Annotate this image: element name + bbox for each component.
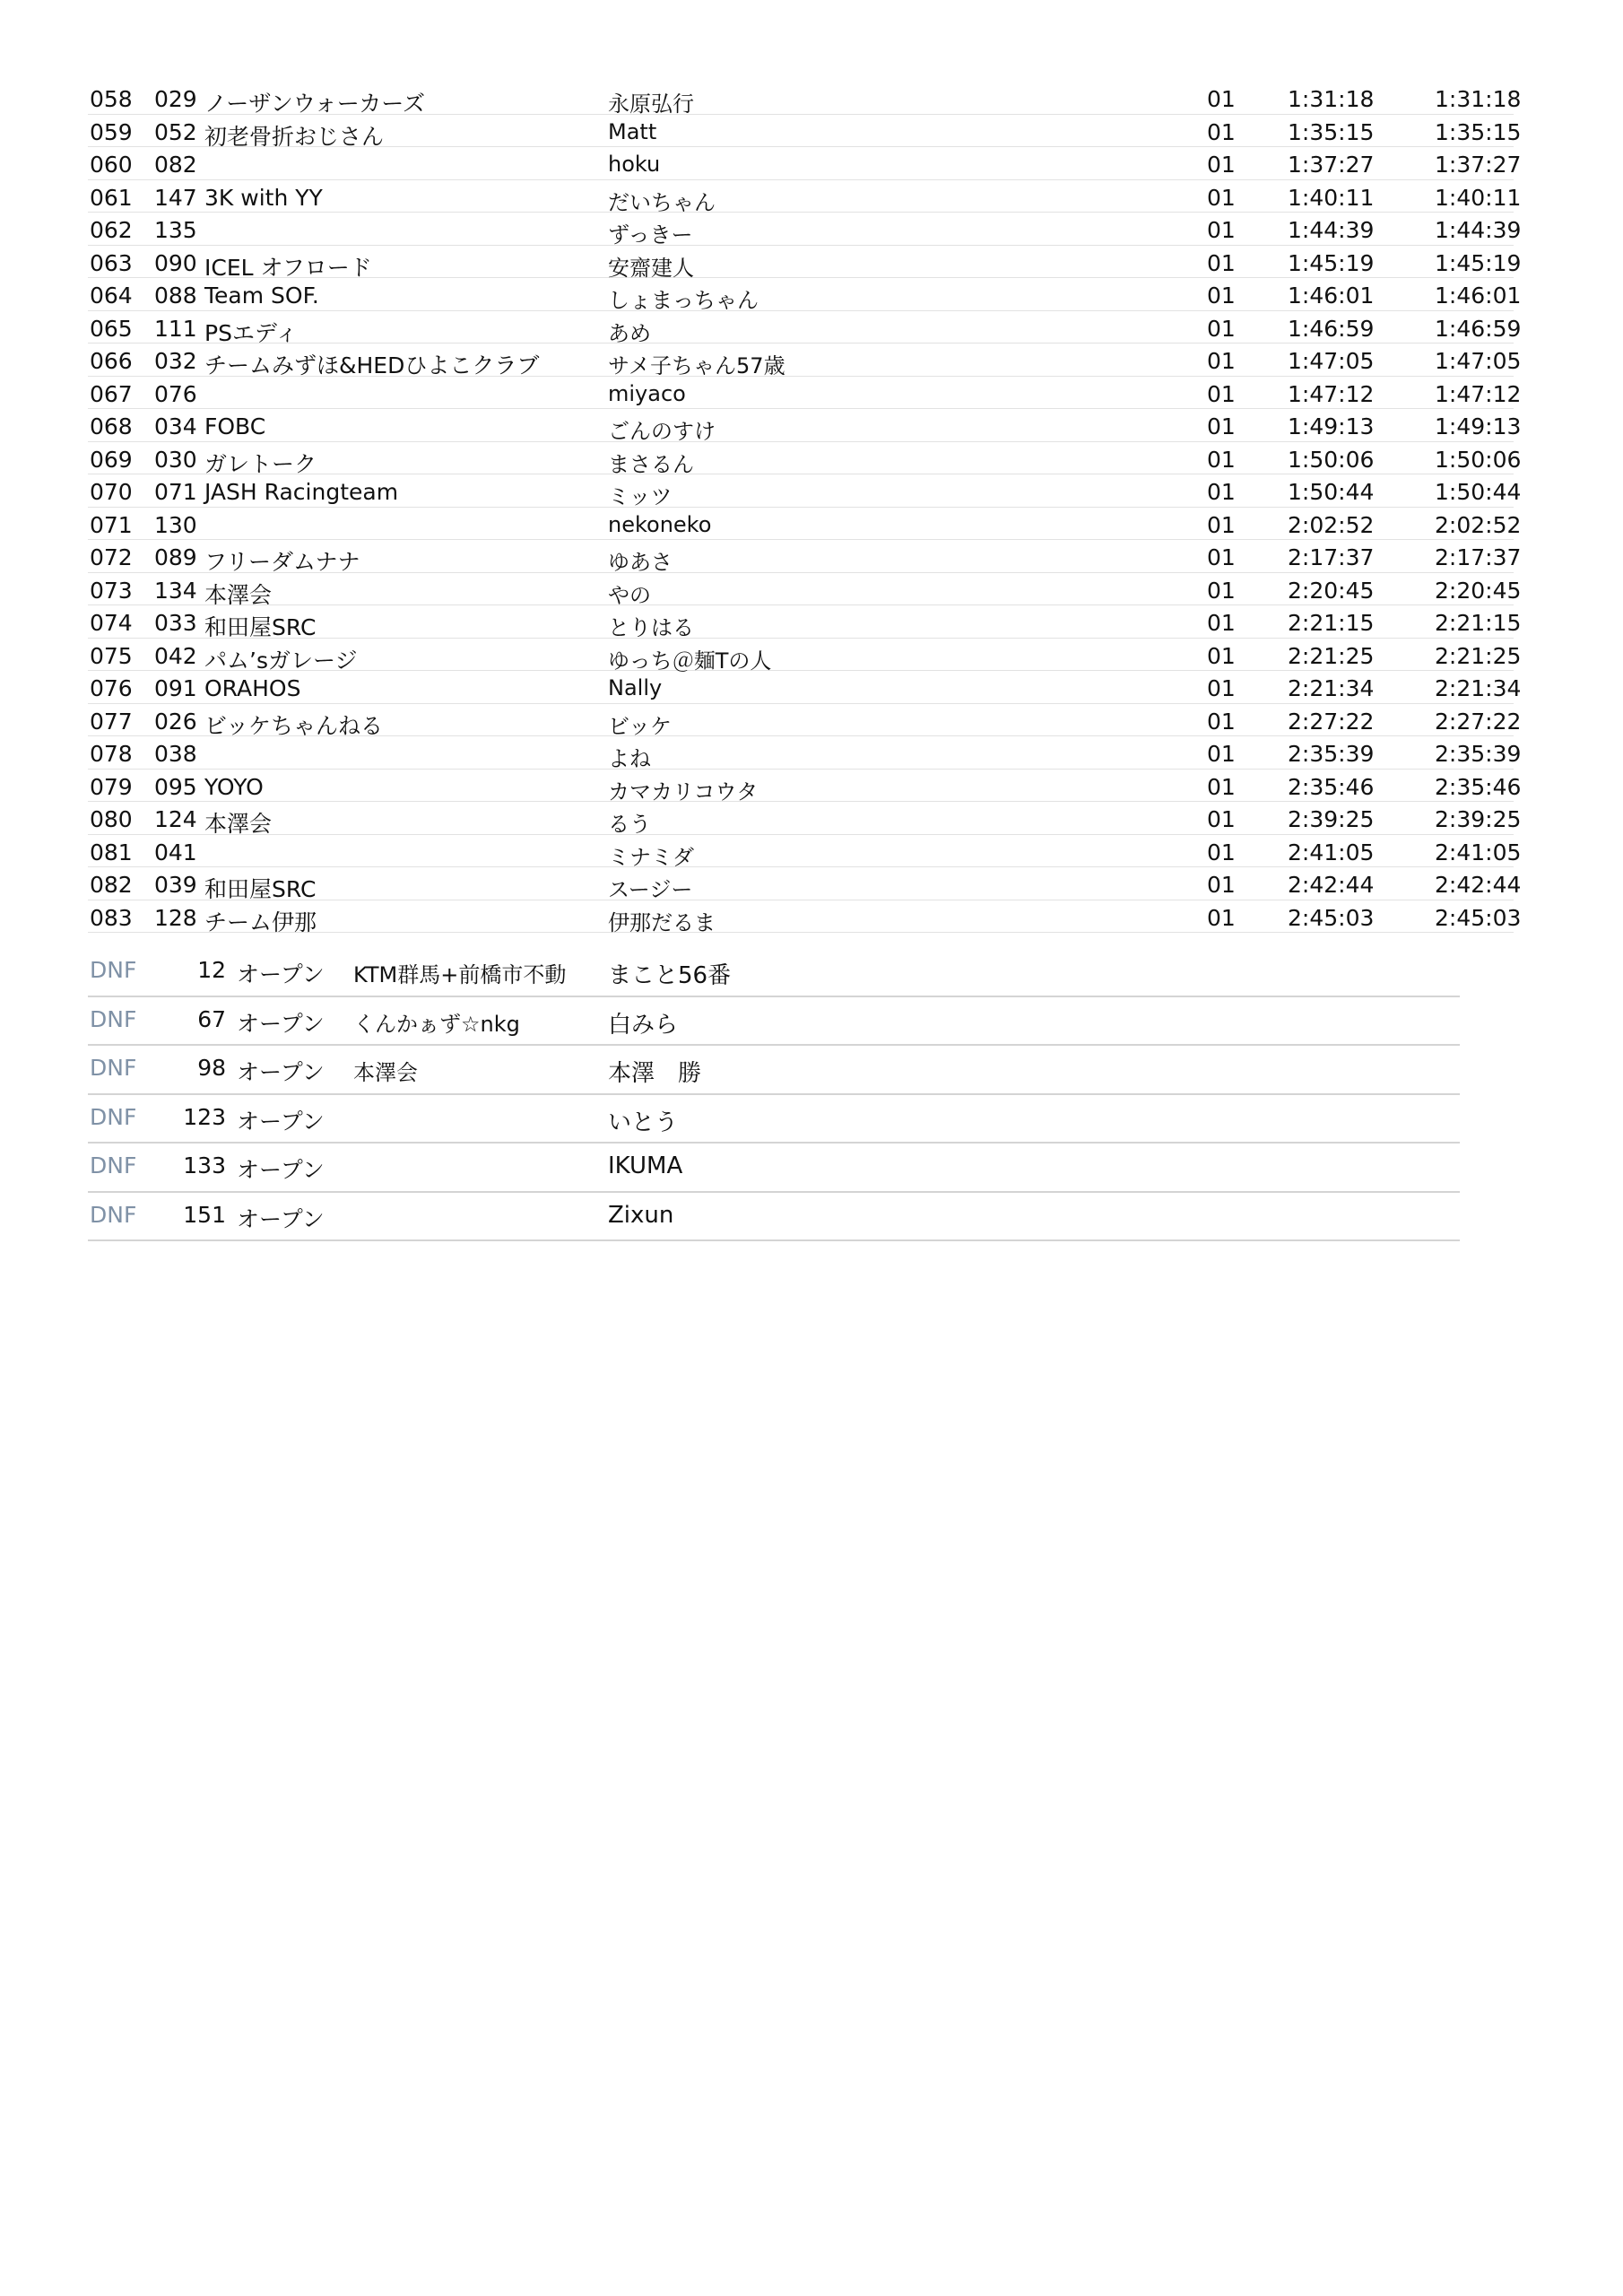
bib-number-cell: 030 — [154, 446, 197, 473]
laps-cell: 01 — [1207, 642, 1236, 669]
team-cell: KTM群馬+前橋市不動 — [353, 962, 567, 987]
team-cell: 本澤会 — [353, 1060, 418, 1085]
time-cell: 2:21:25 — [1288, 642, 1375, 669]
team-cell: チーム伊那 — [204, 909, 317, 935]
laps-cell: 01 — [1207, 217, 1236, 243]
dnf-table — [88, 948, 1460, 1241]
bib-number-cell: 135 — [154, 217, 197, 243]
total-time-cell: 1:47:12 — [1435, 380, 1522, 407]
bib-number-cell: 090 — [154, 249, 197, 276]
total-time-cell: 2:45:03 — [1435, 904, 1522, 931]
total-time-cell: 2:21:15 — [1435, 610, 1522, 636]
bib-number-cell: 034 — [154, 413, 197, 439]
laps-cell: 01 — [1207, 479, 1236, 505]
time-cell: 1:40:11 — [1288, 184, 1375, 211]
laps-cell: 01 — [1207, 152, 1236, 178]
bib-number-cell: 130 — [154, 511, 197, 538]
laps-cell: 01 — [1207, 348, 1236, 374]
bib-number-cell: 026 — [154, 708, 197, 735]
result-row — [88, 671, 1522, 704]
laps-cell: 01 — [1207, 577, 1236, 604]
rider-name-cell: サメ子ちゃん57歳 — [608, 353, 785, 378]
total-time-cell: 1:47:05 — [1435, 348, 1522, 374]
bib-number-cell: 123 — [183, 1103, 226, 1130]
laps-cell: 01 — [1207, 610, 1236, 636]
result-row — [88, 213, 1522, 248]
result-row — [88, 278, 1522, 313]
bib-number-cell: 124 — [154, 806, 197, 832]
laps-cell: 01 — [1207, 184, 1236, 211]
time-cell: 2:35:46 — [1288, 773, 1375, 800]
rider-name-cell: 本澤 勝 — [608, 1060, 702, 1087]
total-time-cell: 2:35:39 — [1435, 741, 1522, 767]
results-table — [88, 82, 1522, 935]
laps-cell: 01 — [1207, 315, 1236, 342]
bib-number-cell: 039 — [154, 872, 197, 898]
time-cell: 2:35:39 — [1288, 741, 1375, 767]
class-cell: オープン — [237, 1108, 325, 1135]
rank-cell: 069 — [90, 446, 133, 473]
status-cell: DNF — [90, 1055, 137, 1081]
time-cell: 1:44:39 — [1288, 217, 1375, 243]
bib-number-cell: 052 — [154, 118, 197, 145]
rider-name-cell: ミッツ — [608, 484, 673, 509]
team-cell: YOYO — [204, 773, 264, 800]
rider-name-cell: ゆあさ — [608, 550, 673, 575]
result-row — [88, 115, 1522, 150]
total-time-cell: 1:50:06 — [1435, 446, 1522, 473]
result-row — [88, 736, 1522, 771]
time-cell: 1:46:01 — [1288, 283, 1375, 309]
laps-cell: 01 — [1207, 708, 1236, 735]
result-row — [88, 867, 1522, 902]
rider-name-cell: カマカリコウタ — [608, 778, 759, 804]
dnf-row — [88, 948, 1460, 997]
team-cell: 和田屋SRC — [204, 876, 317, 902]
bib-number-cell: 67 — [197, 1005, 226, 1032]
result-row — [88, 442, 1522, 477]
team-cell: 和田屋SRC — [204, 614, 317, 640]
laps-cell: 01 — [1207, 413, 1236, 439]
team-cell: 本澤会 — [204, 581, 273, 608]
team-cell: パム’sガレージ — [204, 647, 358, 674]
rank-cell: 059 — [90, 118, 133, 145]
total-time-cell: 2:27:22 — [1435, 708, 1522, 735]
bib-number-cell: 128 — [154, 904, 197, 931]
team-cell: ICEL オフロード — [204, 254, 372, 281]
result-row — [88, 246, 1522, 281]
result-row — [88, 704, 1522, 739]
rider-name-cell: Matt — [608, 118, 657, 144]
dnf-row — [88, 1193, 1460, 1242]
total-time-cell: 1:44:39 — [1435, 217, 1522, 243]
time-cell: 2:21:34 — [1288, 675, 1375, 701]
time-cell: 1:50:44 — [1288, 479, 1375, 505]
laps-cell: 01 — [1207, 806, 1236, 832]
rider-name-cell: 安齋建人 — [608, 255, 694, 281]
laps-cell: 01 — [1207, 249, 1236, 276]
team-cell: PSエディ — [204, 319, 298, 346]
result-row — [88, 508, 1522, 541]
result-row — [88, 639, 1522, 674]
total-time-cell: 2:42:44 — [1435, 872, 1522, 898]
rank-cell: 075 — [90, 642, 133, 669]
bib-number-cell: 98 — [197, 1055, 226, 1081]
total-time-cell: 1:37:27 — [1435, 152, 1522, 178]
total-time-cell: 1:49:13 — [1435, 413, 1522, 439]
status-cell: DNF — [90, 1152, 137, 1178]
time-cell: 2:45:03 — [1288, 904, 1375, 931]
rank-cell: 067 — [90, 380, 133, 407]
time-cell: 2:20:45 — [1288, 577, 1375, 604]
laps-cell: 01 — [1207, 118, 1236, 145]
rank-cell: 077 — [90, 708, 133, 735]
total-time-cell: 2:39:25 — [1435, 806, 1522, 832]
team-cell: Team SOF. — [204, 283, 319, 309]
bib-number-cell: 091 — [154, 675, 197, 701]
time-cell: 2:02:52 — [1288, 511, 1375, 538]
status-cell: DNF — [90, 1103, 137, 1130]
bib-number-cell: 032 — [154, 348, 197, 374]
result-row — [88, 770, 1522, 804]
time-cell: 1:49:13 — [1288, 413, 1375, 439]
laps-cell: 01 — [1207, 283, 1236, 309]
result-row — [88, 474, 1522, 509]
rank-cell: 078 — [90, 741, 133, 767]
total-time-cell: 1:31:18 — [1435, 86, 1522, 112]
rank-cell: 073 — [90, 577, 133, 604]
dnf-row — [88, 1095, 1460, 1144]
bib-number-cell: 038 — [154, 741, 197, 767]
rider-name-cell: やの — [608, 582, 651, 608]
rider-name-cell: あめ — [608, 320, 651, 346]
total-time-cell: 1:35:15 — [1435, 118, 1522, 145]
class-cell: オープン — [237, 1059, 325, 1085]
rider-name-cell: IKUMA — [608, 1152, 683, 1179]
total-time-cell: 2:17:37 — [1435, 544, 1522, 570]
rank-cell: 065 — [90, 315, 133, 342]
rider-name-cell: いとう — [608, 1109, 679, 1136]
total-time-cell: 1:45:19 — [1435, 249, 1522, 276]
total-time-cell: 2:02:52 — [1435, 511, 1522, 538]
laps-cell: 01 — [1207, 839, 1236, 865]
rank-cell: 070 — [90, 479, 133, 505]
rider-name-cell: miyaco — [608, 380, 686, 406]
laps-cell: 01 — [1207, 741, 1236, 767]
rider-name-cell: まこと56番 — [608, 962, 732, 989]
laps-cell: 01 — [1207, 675, 1236, 701]
team-cell: JASH Racingteam — [204, 479, 399, 505]
status-cell: DNF — [90, 1201, 137, 1228]
rider-name-cell: スージー — [608, 877, 693, 902]
total-time-cell: 1:46:59 — [1435, 315, 1522, 342]
rank-cell: 083 — [90, 904, 133, 931]
rank-cell: 071 — [90, 511, 133, 538]
time-cell: 1:50:06 — [1288, 446, 1375, 473]
rider-name-cell: だいちゃん — [608, 189, 716, 215]
result-row — [88, 147, 1522, 180]
rank-cell: 062 — [90, 217, 133, 243]
result-row — [88, 802, 1522, 837]
time-cell: 1:31:18 — [1288, 86, 1375, 112]
laps-cell: 01 — [1207, 544, 1236, 570]
rider-name-cell: ずっきー — [608, 222, 693, 248]
total-time-cell: 1:46:01 — [1435, 283, 1522, 309]
status-cell: DNF — [90, 957, 137, 983]
class-cell: オープン — [237, 1205, 325, 1232]
bib-number-cell: 095 — [154, 773, 197, 800]
result-row — [88, 180, 1522, 215]
bib-number-cell: 088 — [154, 283, 197, 309]
time-cell: 2:41:05 — [1288, 839, 1375, 865]
result-row — [88, 835, 1522, 870]
bib-number-cell: 133 — [183, 1152, 226, 1178]
time-cell: 1:47:12 — [1288, 380, 1375, 407]
result-row — [88, 311, 1522, 346]
rank-cell: 081 — [90, 839, 133, 865]
dnf-row — [88, 1046, 1460, 1095]
rider-name-cell: よね — [608, 746, 651, 771]
laps-cell: 01 — [1207, 446, 1236, 473]
team-cell: FOBC — [204, 413, 266, 439]
result-row — [88, 605, 1522, 640]
laps-cell: 01 — [1207, 872, 1236, 898]
time-cell: 2:21:15 — [1288, 610, 1375, 636]
dnf-row — [88, 1144, 1460, 1193]
rank-cell: 058 — [90, 86, 133, 112]
bib-number-cell: 042 — [154, 642, 197, 669]
team-cell: ビッケちゃんねる — [204, 712, 384, 739]
bib-number-cell: 134 — [154, 577, 197, 604]
rider-name-cell: ゆっち＠麺Tの人 — [608, 648, 772, 674]
rider-name-cell: 伊那だるま — [608, 909, 716, 935]
rank-cell: 082 — [90, 872, 133, 898]
class-cell: オープン — [237, 1157, 325, 1183]
team-cell: チームみずほ&HEDひよこクラブ — [204, 352, 540, 378]
rider-name-cell: ビッケ — [608, 713, 673, 739]
total-time-cell: 1:50:44 — [1435, 479, 1522, 505]
rank-cell: 076 — [90, 675, 133, 701]
bib-number-cell: 151 — [183, 1201, 226, 1228]
result-row — [88, 344, 1522, 378]
status-cell: DNF — [90, 1005, 137, 1032]
laps-cell: 01 — [1207, 380, 1236, 407]
rider-name-cell: Zixun — [608, 1201, 674, 1229]
total-time-cell: 2:20:45 — [1435, 577, 1522, 604]
rider-name-cell: しょまっちゃん — [608, 288, 759, 313]
rider-name-cell: 永原弘行 — [608, 91, 694, 117]
bib-number-cell: 12 — [197, 957, 226, 983]
rank-cell: 079 — [90, 773, 133, 800]
team-cell: ノーザンウォーカーズ — [204, 91, 426, 117]
team-cell: ORAHOS — [204, 675, 301, 701]
rank-cell: 061 — [90, 184, 133, 211]
rank-cell: 068 — [90, 413, 133, 439]
total-time-cell: 2:21:25 — [1435, 642, 1522, 669]
result-row — [88, 409, 1522, 444]
laps-cell: 01 — [1207, 773, 1236, 800]
rank-cell: 066 — [90, 348, 133, 374]
result-row — [88, 377, 1522, 410]
rank-cell: 064 — [90, 283, 133, 309]
rider-name-cell: ミナミダ — [608, 844, 694, 870]
rank-cell: 060 — [90, 152, 133, 178]
total-time-cell: 1:40:11 — [1435, 184, 1522, 211]
total-time-cell: 2:35:46 — [1435, 773, 1522, 800]
time-cell: 2:42:44 — [1288, 872, 1375, 898]
rider-name-cell: nekoneko — [608, 511, 712, 537]
result-row — [88, 900, 1522, 935]
laps-cell: 01 — [1207, 86, 1236, 112]
result-row — [88, 82, 1522, 117]
rider-name-cell: hoku — [608, 152, 661, 177]
result-row — [88, 540, 1522, 575]
rider-name-cell: まさるん — [608, 451, 694, 477]
rider-name-cell: ごんのすけ — [608, 419, 716, 444]
bib-number-cell: 147 — [154, 184, 197, 211]
laps-cell: 01 — [1207, 904, 1236, 931]
bib-number-cell: 071 — [154, 479, 197, 505]
total-time-cell: 2:41:05 — [1435, 839, 1522, 865]
bib-number-cell: 033 — [154, 610, 197, 636]
time-cell: 1:46:59 — [1288, 315, 1375, 342]
rank-cell: 080 — [90, 806, 133, 832]
result-row — [88, 573, 1522, 608]
rank-cell: 074 — [90, 610, 133, 636]
bib-number-cell: 076 — [154, 380, 197, 407]
time-cell: 1:37:27 — [1288, 152, 1375, 178]
team-cell: ガレトーク — [204, 450, 317, 477]
class-cell: オープン — [237, 1010, 325, 1037]
rider-name-cell: とりはる — [608, 615, 694, 640]
total-time-cell: 2:21:34 — [1435, 675, 1522, 701]
time-cell: 2:39:25 — [1288, 806, 1375, 832]
time-cell: 2:27:22 — [1288, 708, 1375, 735]
bib-number-cell: 041 — [154, 839, 197, 865]
bib-number-cell: 111 — [154, 315, 197, 342]
team-cell: 3K with YY — [204, 184, 323, 211]
time-cell: 1:35:15 — [1288, 118, 1375, 145]
team-cell: くんかぁず☆nkg — [353, 1011, 520, 1037]
time-cell: 1:47:05 — [1288, 348, 1375, 374]
bib-number-cell: 029 — [154, 86, 197, 112]
time-cell: 1:45:19 — [1288, 249, 1375, 276]
rider-name-cell: るう — [608, 812, 651, 837]
bib-number-cell: 082 — [154, 152, 197, 178]
team-cell: 本澤会 — [204, 811, 273, 837]
time-cell: 2:17:37 — [1288, 544, 1375, 570]
team-cell: 初老骨折おじさん — [204, 123, 385, 150]
class-cell: オープン — [237, 961, 325, 987]
team-cell: フリーダムナナ — [204, 549, 360, 575]
rank-cell: 072 — [90, 544, 133, 570]
rank-cell: 063 — [90, 249, 133, 276]
dnf-row — [88, 997, 1460, 1047]
bib-number-cell: 089 — [154, 544, 197, 570]
rider-name-cell: Nally — [608, 675, 663, 700]
laps-cell: 01 — [1207, 511, 1236, 538]
rider-name-cell: 白みら — [608, 1011, 679, 1039]
